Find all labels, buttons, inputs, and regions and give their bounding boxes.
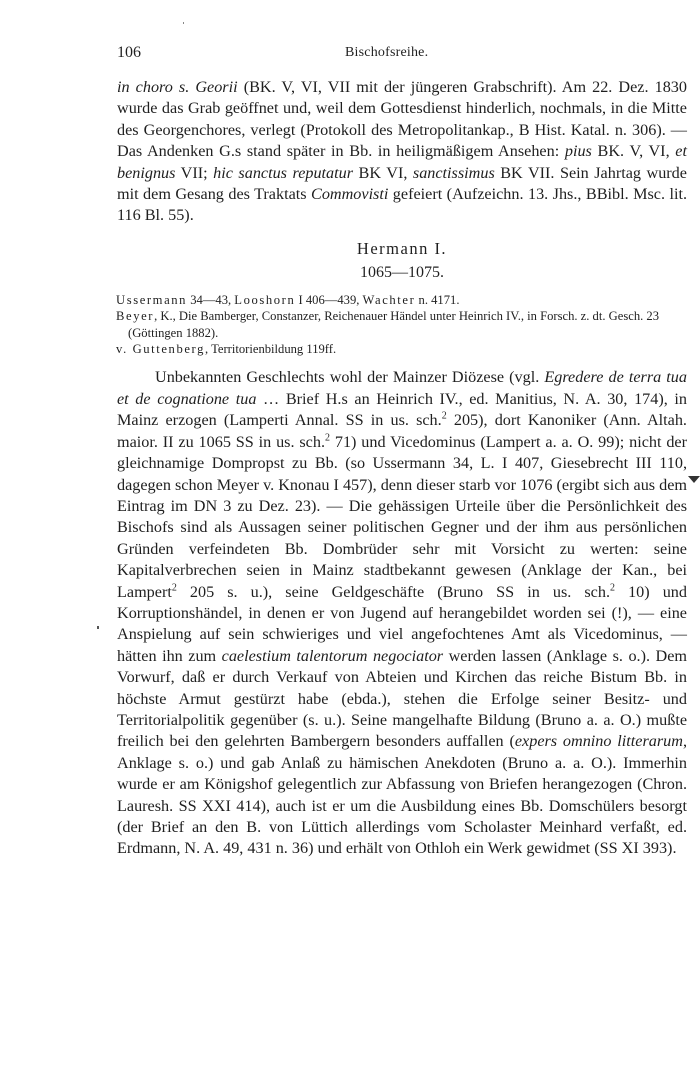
superscript: 2 (610, 582, 616, 594)
italic-text: Commovisti (311, 185, 389, 204)
text-run: 34—43, (187, 292, 235, 307)
text-run: BK VI, (353, 163, 413, 182)
text-run: , Anklage s. o.) und gab Anlaß zu hämischen Anekdoten (Bruno a. a. O.). Immerhin wurde er am Königshof gelegentlich zur Abfassung von Briefen herangezogen (Chron. Lauresh. SS XXI 414), auch ist er um die Ausbildung eines Bb. Domschülers besorgt (der Brief an den B. von Lüttich allerdings vom Scholaster Meinhard verfaßt, ed. Erdmann, N. A. 49, 431 n. 36) und erhält von Othloh ein Werk gewidmet (SS XI 393). (117, 732, 687, 858)
page-header (117, 44, 687, 70)
text-run: werden lassen (Anklage s. o.). Dem Vorwurf, daß er durch Verkauf von Abteien und Kirchen das reiche Bistum Bb. in höchste Armut gestürzt habe (ebda.), stehen die Erfolge seiner Besitz- und Territorialpolitik gegenüber (s. u.). Seine mangelhafte Bildung (Bruno a. a. O.) mußte freilich bei den gelehrten Bambergern besonders auffallen ( (117, 646, 687, 751)
text-run: … Brief H.s an Heinrich IV., ed. Manitius, N. A. 30, 174), in Mainz erzogen (Lamperti Annal. SS in us. sch. (117, 389, 687, 430)
text-run: 10) und Korruptionshändel, in denen er von Jugend auf herangebildet worden sei (!), — eine Anspielung auf sein schwieriges und viel angefochtenes Amt als Vicedominus, — hätten ihn zum (117, 582, 687, 665)
previous-entry-paragraph (117, 77, 687, 227)
author-name: v. Guttenberg (116, 342, 206, 357)
speck-mark (183, 22, 184, 24)
bibliography (116, 292, 687, 358)
text-run: VII; (175, 163, 214, 182)
text-run: Unbekannten Geschlechts wohl der Mainzer Diözese (vgl. (155, 368, 545, 387)
italic-text: Egredere de terra tua et de cognatione tua (117, 368, 687, 408)
speck-mark (97, 626, 99, 629)
author-name: Looshorn (234, 292, 296, 307)
author-name: Wachter (362, 292, 416, 307)
italic-text: hic sanctus reputatur (213, 163, 354, 182)
italic-text: expers omnino litterarum (514, 732, 683, 751)
italic-text: et benignus (117, 142, 687, 182)
superscript: 2 (171, 582, 177, 594)
main-paragraph (117, 367, 687, 859)
text-run: , K., Die Bamberger, Constanzer, Reichenauer Händel unter Heinrich IV., in Forsch. z. dt. Gesch. 23 (Göttingen 1882). (128, 309, 660, 340)
bibliography-entry (116, 308, 687, 341)
margin-mark (688, 476, 700, 483)
text-run: gefeiert (Aufzeichn. 13. Jhs., BBibl. Msc. lit. 116 Bl. 55). (117, 185, 687, 225)
bibliography-entry (116, 341, 687, 357)
italic-text: caelestium talentorum negociator (221, 646, 444, 665)
italic-text: sanctissimus (412, 163, 495, 182)
text-run: BK. V, VI, (591, 142, 676, 161)
text-run: 205 s. u.), seine Geldgeschäfte (Bruno SS in us. sch. (176, 582, 611, 601)
running-head: Bischofsreihe. (345, 45, 429, 60)
section-years: 1065—1075. (360, 263, 444, 281)
text-run: 205), dort Kanoniker (Ann. Altah. maior. II zu 1065 SS in us. sch. (117, 411, 687, 451)
bibliography-entry (116, 292, 687, 308)
page-number: 106 (117, 44, 141, 61)
page (117, 44, 687, 860)
text-run: (BK. V, VI, VII mit der jüngeren Grabschrift). Am 22. Dez. 1830 wurde das Grab geöffnet und, weil dem Gottesdienst hinderlich, nochmals, in die Mitte des Georgenchores, verlegt (Protokoll des Metropolitankap., B Hist. Katal. n. 306). — Das Andenken G.s stand später in Bb. in heiligmäßigem Ansehen: (117, 78, 687, 161)
author-name: Ussermann (116, 292, 188, 307)
text-run: 71) und Vicedominus (Lampert a. a. O. 99); nicht der gleichnamige Dompropst zu Bb. (so Ussermann 34, L. I 407, Giesebrecht III 110, dagegen schon Meyer v. Knonau I 457), denn dieser starb vor 1076 (ergibt sich aus dem Eintrag im DN 3 zu Dez. 23). — Die gehässigen Urteile über die Persönlichkeit des Bischofs sind als Aussagen seiner politischen Gegner und der ihm aus persönlichen Gründen verfeindeten Bb. Dombrüder sehr mit Vorsicht zu werten: seine Kapitalverbrechen seien in Mainz stadtbekannt gewesen (Anklage der Kan., bei Lampert (117, 432, 688, 601)
italic-text: in choro s. Georii (117, 78, 238, 96)
text-run: BK VII. Sein Jahrtag wurde mit dem Gesang des Traktats (117, 163, 687, 204)
text-run: n. 4171. (415, 292, 460, 307)
superscript: 2 (325, 432, 330, 444)
author-name: Beyer (116, 309, 155, 324)
text-run: I 406—439, (295, 292, 363, 307)
superscript: 2 (441, 410, 447, 422)
text-run: , Territorienbildung 119ff. (205, 342, 337, 357)
italic-text: pius (564, 142, 592, 161)
section-title: Hermann I. (356, 238, 448, 258)
